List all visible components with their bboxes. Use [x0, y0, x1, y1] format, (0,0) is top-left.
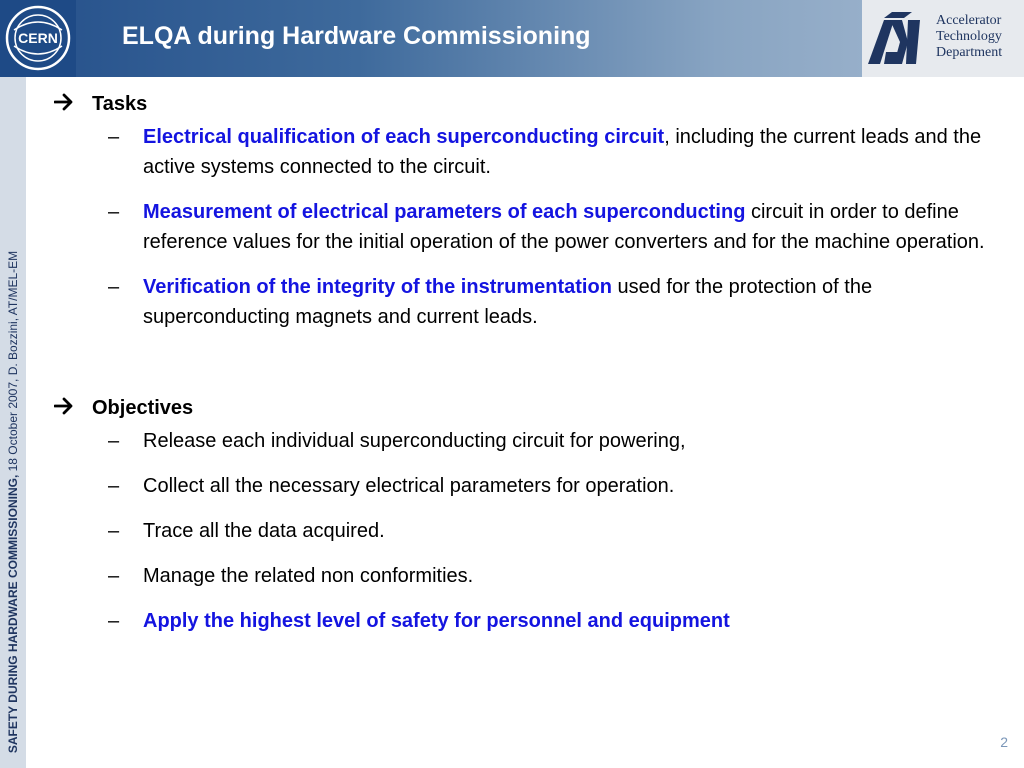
item-text: used for the protection of the superconducting magnets and current leads.: [143, 276, 873, 328]
item-highlight: Measurement of electrical parameters of each superconducting: [143, 201, 746, 223]
department-logo-icon: [868, 12, 926, 68]
sidebar-footer-text: [6, 251, 20, 753]
list-item: – Apply the highest level of safety for personnel and equipment: [108, 610, 730, 632]
slide-body: [54, 90, 1014, 651]
section-title: Tasks: [92, 93, 148, 115]
list-item: – Release each individual superconducting circuit for powering,: [108, 430, 686, 452]
slide-header: [0, 0, 1024, 77]
item-highlight: Electrical qualification of each superconducting circuit: [143, 126, 665, 148]
sidebar: [0, 77, 26, 768]
right-arrow-icon: [54, 92, 76, 112]
list-item: – Collect all the necessary electrical parameters for operation.: [108, 475, 675, 497]
objectives-list: [54, 426, 1014, 636]
sidebar-bold-text: SAFETY DURING HARDWARE COMMISSIONING,: [6, 474, 20, 754]
item-text: Manage the related non conformities.: [143, 565, 474, 587]
department-logo-box: [862, 0, 1024, 77]
list-item: – Manage the related non conformities.: [108, 565, 474, 587]
item-text: Collect all the necessary electrical parameters for operation.: [143, 475, 675, 497]
tasks-list: [54, 122, 1014, 332]
department-line: Department: [936, 45, 1003, 60]
item-text: Trace all the data acquired.: [143, 520, 385, 542]
right-arrow-icon: [54, 396, 76, 416]
item-highlight: Verification of the integrity of the instrumentation: [143, 276, 612, 298]
slide-title: ELQA during Hardware Commissioning: [122, 22, 591, 50]
list-item: – Trace all the data acquired.: [108, 520, 385, 542]
item-text: , including the current leads and the active systems connected to the circuit.: [143, 126, 982, 178]
objectives-section: [54, 394, 1014, 636]
department-line: Accelerator: [936, 13, 1002, 28]
section-heading: [54, 90, 1014, 122]
list-item: – Electrical qualification of each superconducting circuit, including the current leads and the active systems connected to the circuit.: [108, 126, 982, 178]
list-item: – Verification of the integrity of the instrumentation used for the protection of the superconducting magnets and current leads.: [108, 276, 873, 328]
page-number: 2: [1000, 734, 1008, 750]
item-highlight: Apply the highest level of safety for personnel and equipment: [143, 610, 730, 632]
sidebar-plain-text: 18 October 2007, D. Bozzini, AT/MEL-EM: [6, 250, 20, 475]
department-line: Technology: [936, 29, 1002, 44]
section-title: Objectives: [92, 397, 194, 419]
item-text: circuit in order to define reference values for the initial operation of the power converters and for the machine operation.: [143, 201, 985, 253]
cern-logo-text: CERN: [18, 30, 58, 46]
cern-logo: [0, 0, 76, 77]
section-heading: [54, 394, 1014, 426]
tasks-section: [54, 90, 1014, 332]
department-name: [936, 13, 1002, 61]
item-text: Release each individual superconducting circuit for powering,: [143, 430, 686, 452]
list-item: – Measurement of electrical parameters of each superconducting circuit in order to define reference values for the initial operation of the power converters and for the machine operation.: [108, 201, 985, 253]
